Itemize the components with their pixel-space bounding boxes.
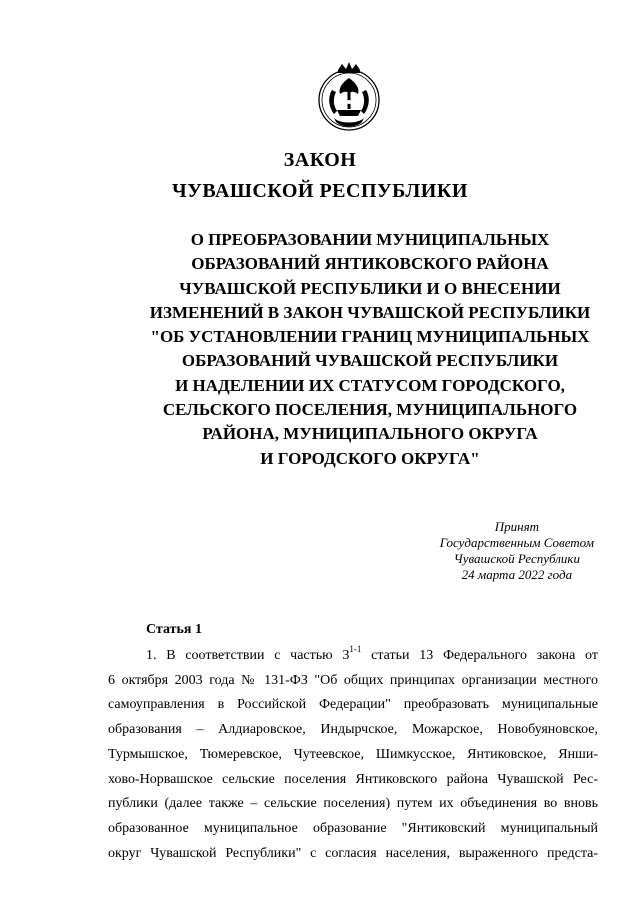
article-body [108,644,598,866]
subtitle-line: ИЗМЕНЕНИЙ В ЗАКОН ЧУВАШСКОЙ РЕСПУБЛИКИ [149,302,591,322]
adoption-line: Чувашской Республики [453,551,581,566]
article-line: самоуправления в Российской Федерации" преобразовать муниципальные [108,697,598,713]
law-subtitle [100,228,640,471]
subtitle-line: ОБРАЗОВАНИЙ ЯНТИКОВСКОГО РАЙОНА [191,254,549,274]
adoption-line: Принят [494,519,540,534]
subtitle-line: РАЙОНА, МУНИЦИПАЛЬНОГО ОКРУГА [202,424,538,444]
article-line: хово-Норвашское сельские поселения Янтиковского района Чувашской Рес- [108,771,598,787]
subtitle-line: И ГОРОДСКОГО ОКРУГА" [260,448,480,468]
article-line: публики (далее также – сельские поселения) путем их объединения во вновь [108,796,598,812]
subtitle-line: И НАДЕЛЕНИИ ИХ СТАТУСОМ ГОРОДСКОГО, [175,375,565,395]
article-line: округ Чувашской Республики" с согласия населения, выраженного предста- [108,845,598,861]
law-title-republic: ЧУВАШСКОЙ РЕСПУБЛИКИ [172,180,468,202]
adoption-note [440,519,594,583]
article-line: Турмышское, Тюмеревское, Чутеевское, Шимкусское, Янтиковское, Янши- [108,746,598,762]
coat-of-arms-icon [310,58,388,136]
article-line [108,644,598,669]
subtitle-line: СЕЛЬСКОГО ПОСЕЛЕНИЯ, МУНИЦИПАЛЬНОГО [162,400,578,420]
article-text: статьи 13 Федерального закона от [361,648,598,663]
adoption-line: Государственным Советом [439,535,594,550]
article-line: образованное муниципальное образование "Янтиковский муниципальный [108,820,598,836]
article-text: 1. В соответствии с частью 3 [146,648,350,663]
subtitle-line: "ОБ УСТАНОВЛЕНИИ ГРАНИЦ МУНИЦИПАЛЬНЫХ [150,327,590,347]
adoption-date: 24 марта 2022 года [461,567,573,582]
article-superscript: 1-1 [349,644,362,654]
subtitle-line: О ПРЕОБРАЗОВАНИИ МУНИЦИПАЛЬНЫХ [190,230,550,249]
article-heading: Статья 1 [146,622,202,637]
subtitle-line: ЧУВАШСКОЙ РЕСПУБЛИКИ И О ВНЕСЕНИИ [179,278,561,298]
law-title: ЗАКОН [283,149,357,171]
article-line: образования – Алдиаровское, Индырчское, Можарское, Новобуяновское, [108,722,598,738]
article-line: 6 октября 2003 года № 131-ФЗ "Об общих принципах организации местного [108,672,598,688]
subtitle-line: ОБРАЗОВАНИЙ ЧУВАШСКОЙ РЕСПУБЛИКИ [181,351,559,371]
